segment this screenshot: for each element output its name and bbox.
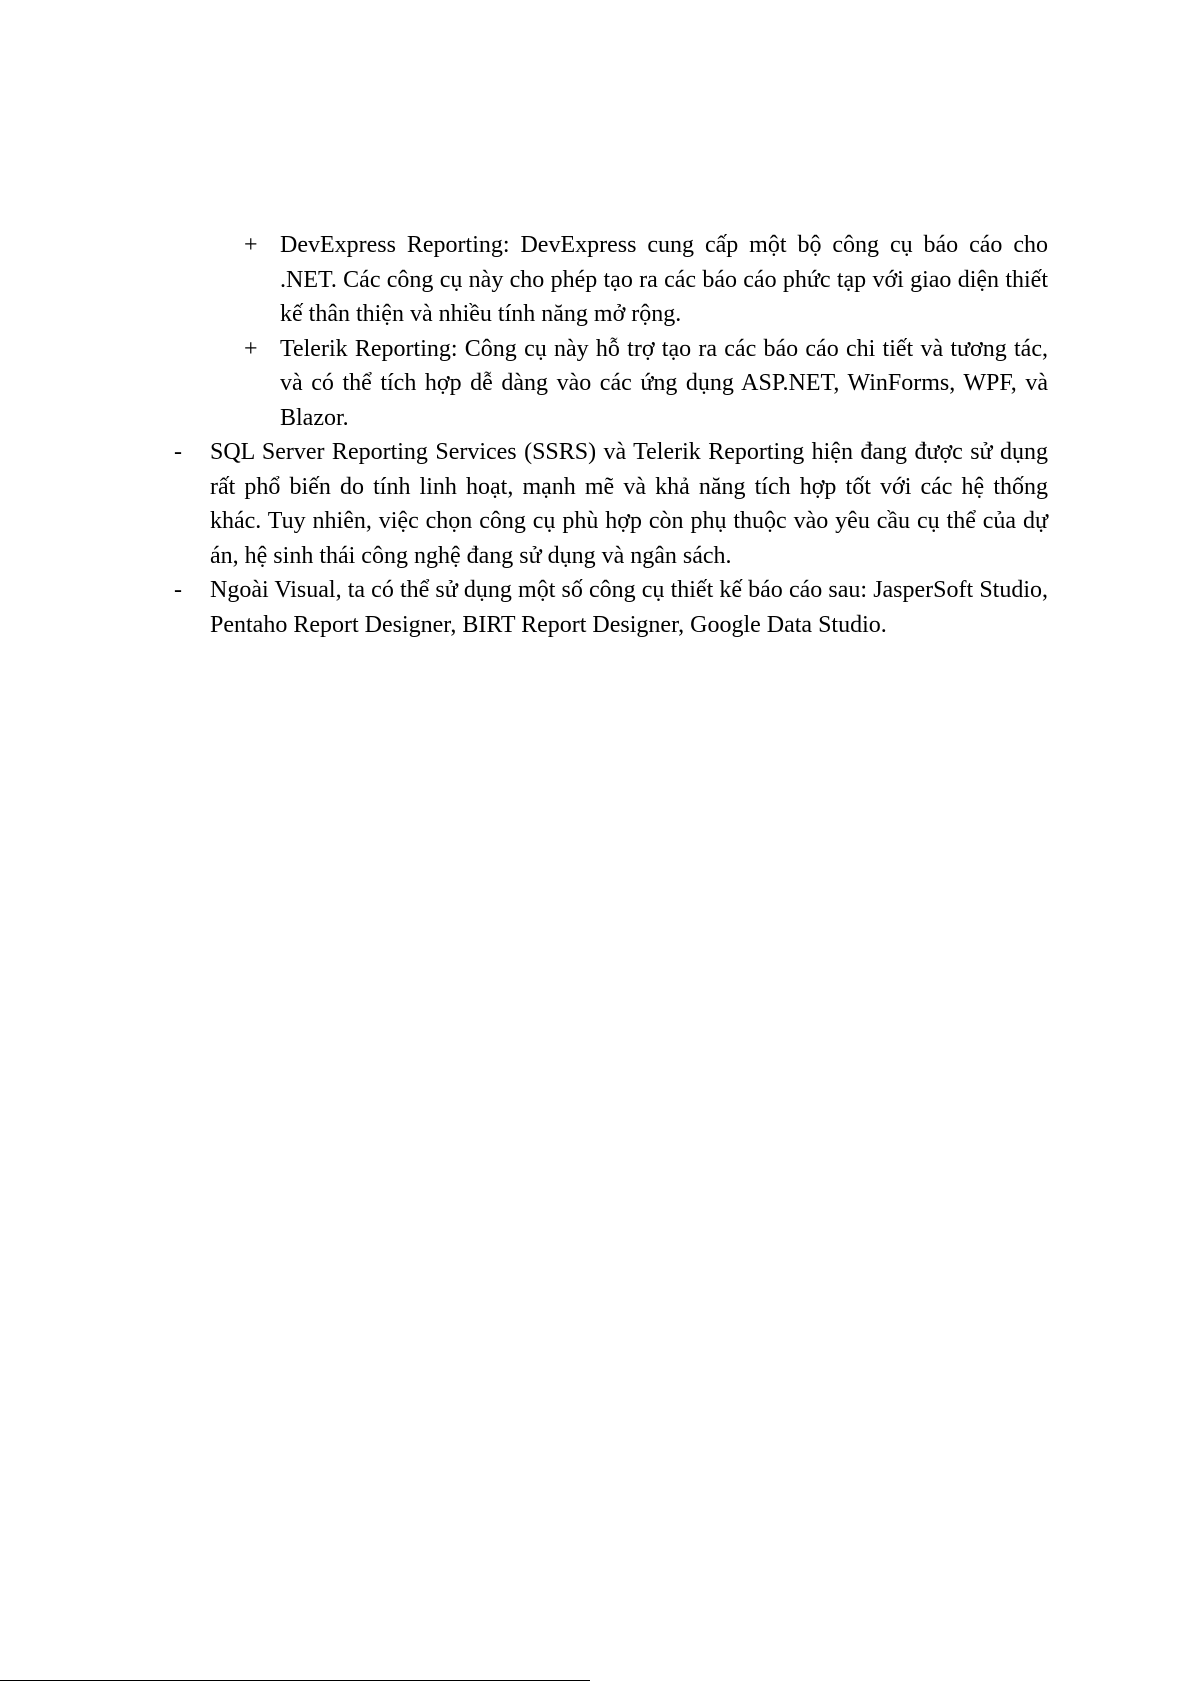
bullet-plus-marker: + <box>244 335 258 362</box>
bullet-other-tools <box>170 573 1048 642</box>
sub-bullet-telerik <box>170 332 1048 436</box>
bullet-text: Telerik Reporting: Công cụ này hỗ trợ tạo ra các báo cáo chi tiết và tương tác, và có thể tích hợp dễ dàng vào các ứng dụng ASP.NET, WinForms, WPF, và Blazor. <box>280 335 1048 431</box>
bullet-dash-marker: - <box>174 577 182 603</box>
bullet-text: DevExpress Reporting: DevExpress cung cấp một bộ công cụ báo cáo cho .NET. Các công cụ này cho phép tạo ra các báo cáo phức tạp với giao diện thiết kế thân thiện và nhiều tính năng mở rộng. <box>280 232 1048 327</box>
bullet-dash-marker: - <box>174 439 182 465</box>
footnote-separator-line <box>0 1680 590 1681</box>
bullet-text: Ngoài Visual, ta có thể sử dụng một số công cụ thiết kế báo cáo sau: JasperSoft Studio, Pentaho Report Designer, BIRT Report Designer, Google Data Studio. <box>210 577 1048 638</box>
bullet-plus-marker: + <box>244 232 258 258</box>
sub-bullet-devexpress <box>170 228 1048 332</box>
bullet-ssrs-telerik-summary <box>170 435 1048 573</box>
document-body <box>170 228 1048 642</box>
bullet-text: SQL Server Reporting Services (SSRS) và Telerik Reporting hiện đang được sử dụng rất phổ biến do tính linh hoạt, mạnh mẽ và khả năng tích hợp tốt với các hệ thống khác. Tuy nhiên, việc chọn công cụ phù hợp còn phụ thuộc vào yêu cầu cụ thể của dự án, hệ sinh thái công nghệ đang sử dụng và ngân sách. <box>210 439 1048 569</box>
